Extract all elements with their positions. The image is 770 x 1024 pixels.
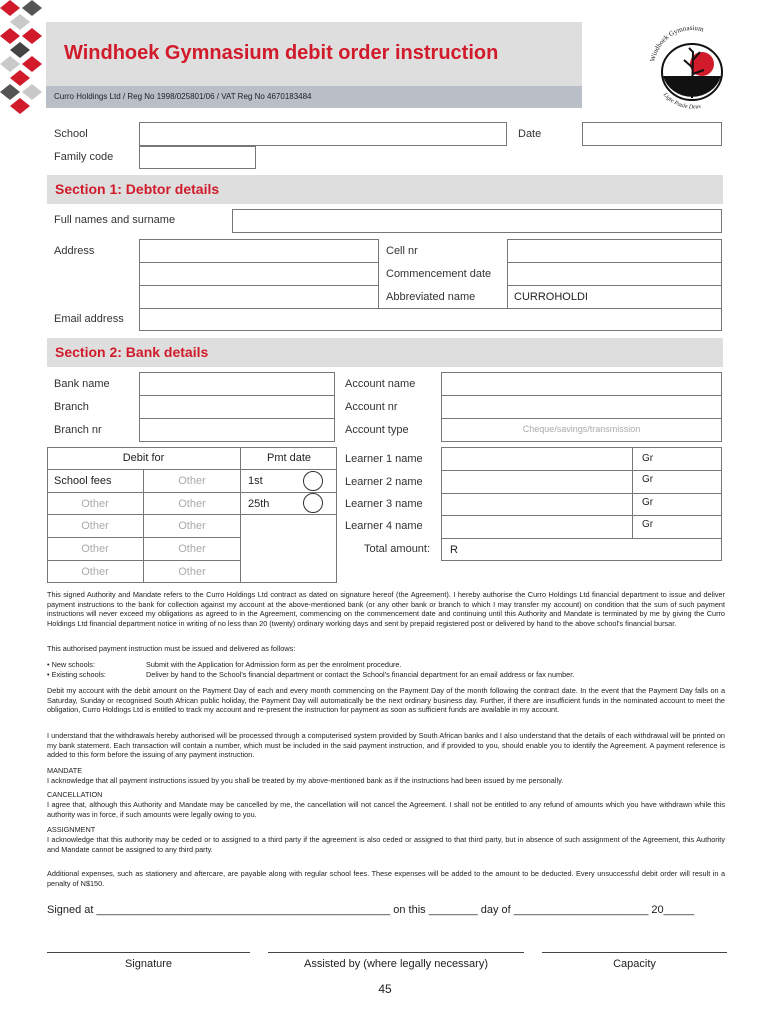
terms-paragraph-authority: This signed Authority and Mandate refers to the Curro Holdings Ltd contract as dated on signature hereof (the Agreement). I hereby authorise the Curro Holdings Ltd financial department to issue and deliver payment instructions to the bank for collection against my account at the above-mentioned bank (or any other bank or branch to which I may transfer my account) on condition that the sum of such payment instructions will never exceed my obligations as agreed to in the Agreement, commencing on the commencement date and continuing until this Authority and Mandate is terminated by me by giving the Curro Holdings Ltd financial department notice in writing of no less than 20 (twenty) ordinary working days and sent by prepaid registered post or delivered by hand to the above school's financial bursar. — [47, 590, 725, 628]
bank-name-label: Bank name — [54, 378, 110, 390]
pmt-date-25th-radio[interactable] — [303, 493, 323, 513]
debit-other-cell[interactable]: Other — [144, 493, 241, 515]
school-logo — [636, 12, 748, 122]
learner-4-grade[interactable] — [632, 515, 722, 539]
terms-paragraph-cancellation: I agree that, although this Authority and Mandate may be cancelled by me, the cancellation will not cancel the Agreement. I shall not be entitled to any refund of amounts which you have withdrawn while this authority was in force, if such amounts were legally owing to you. — [47, 800, 725, 819]
bullet-new-schools-text: Submit with the Application for Admission form as per the enrolment procedure. — [146, 660, 402, 669]
family-code-input[interactable] — [139, 146, 256, 169]
signature-line[interactable] — [47, 952, 250, 953]
terms-paragraph-mandate: I acknowledge that all payment instructions issued by you shall be treated by my above-mentioned bank as if the instructions had been issued by me personally. — [47, 776, 564, 785]
debit-other-cell[interactable]: Other — [144, 470, 241, 493]
learner-2-grade[interactable] — [632, 470, 722, 494]
full-names-input[interactable] — [232, 209, 722, 233]
total-amount-input[interactable] — [441, 538, 722, 561]
bank-name-input[interactable] — [139, 372, 335, 396]
terms-paragraph-debit: Debit my account with the debit amount on the Payment Day of each and every month commencing on the Payment Day of the month following the contract date. In the event that the Payment Day falls on a Saturday, Sunday or recognised South African public holiday, the Payment Day will automatically be the next ordinary business day. Further, if there are insufficient funds in the nominated account to meet the obligation, Curro Holdings Ltd is entitled to track my account and re-present the instruction for payment as soon as sufficient funds are available in my account. — [47, 686, 725, 715]
terms-paragraph-withdrawals: I understand that the withdrawals hereby authorised will be processed through a computerised system provided by South African banks and I also understand that the details of each withdrawal will be printed on my bank statement. Each transaction will contain a number, which must be included in the said payment instruction, and if provided to you, should enable you to identify the Agreement. A payment reference is added to this form before the issuing of any payment instruction. — [47, 731, 725, 760]
address-line-1[interactable] — [139, 239, 379, 263]
registration-text: Curro Holdings Ltd / Reg No 1998/025801/06 / VAT Reg No 4670183484 — [54, 92, 312, 101]
page-number: 45 — [378, 982, 392, 996]
section-2-title: Section 2: Bank details — [55, 344, 209, 360]
logo-motto: Ligte Paule Deus — [661, 92, 702, 111]
cell-label: Cell nr — [386, 245, 418, 257]
account-type-placeholder: Cheque/savings/transmission — [522, 424, 641, 434]
section-1-title: Section 1: Debtor details — [55, 181, 220, 197]
debit-school-fees[interactable]: School fees — [47, 470, 144, 493]
section-2-header — [47, 338, 723, 367]
page-title: Windhoek Gymnasium debit order instruction — [64, 42, 499, 64]
assisted-label: Assisted by (where legally necessary) — [303, 958, 489, 970]
debit-other-cell[interactable]: Other — [47, 493, 144, 515]
learner-1-grade[interactable] — [632, 447, 722, 471]
debit-other-cell[interactable]: Other — [144, 561, 241, 583]
abbreviated-label: Abbreviated name — [386, 291, 476, 303]
debit-other-cell[interactable]: Other — [144, 515, 241, 538]
mandate-heading: MANDATE — [47, 766, 83, 775]
learner-4-gr: Gr — [642, 519, 654, 530]
debit-other-cell[interactable]: Other — [47, 561, 144, 583]
account-type-label: Account type — [345, 424, 409, 436]
pmt-date-1st[interactable]: 1st — [241, 470, 337, 493]
school-input[interactable] — [139, 122, 507, 146]
learner-1-input[interactable] — [441, 447, 633, 471]
logo-arc-text: Windhoek Gymnasium — [648, 23, 705, 63]
learner-2-input[interactable] — [441, 470, 633, 494]
learner-3-input[interactable] — [441, 493, 633, 516]
email-label: Email address — [54, 313, 124, 325]
debit-for-header: Debit for — [47, 447, 241, 470]
commencement-label: Commencement date — [386, 268, 492, 280]
date-input[interactable] — [582, 122, 722, 146]
abbreviated-input[interactable] — [507, 285, 722, 309]
account-nr-label: Account nr — [345, 401, 398, 413]
pmt-date-1st-radio[interactable] — [303, 471, 323, 491]
assignment-heading: ASSIGNMENT — [47, 825, 96, 834]
learner-3-label: Learner 3 name — [345, 498, 423, 510]
learner-2-label: Learner 2 name — [345, 476, 423, 488]
account-type-input[interactable] — [441, 418, 722, 442]
account-name-input[interactable] — [441, 372, 722, 396]
total-amount-prefix: R — [450, 544, 458, 556]
total-amount-label: Total amount: — [364, 543, 431, 555]
decorative-diamond-pattern — [0, 0, 52, 140]
debit-other-cell[interactable]: Other — [47, 538, 144, 561]
learner-4-label: Learner 4 name — [345, 520, 423, 532]
branch-label: Branch — [54, 401, 89, 413]
section-1-header — [47, 175, 723, 204]
debit-other-cell[interactable]: Other — [144, 538, 241, 561]
bullet-existing-schools-label: • Existing schools: — [47, 670, 106, 679]
learner-4-input[interactable] — [441, 515, 633, 539]
capacity-line[interactable] — [542, 952, 727, 953]
email-input[interactable] — [139, 308, 722, 331]
date-label: Date — [518, 128, 542, 140]
bullet-existing-schools-text: Deliver by hand to the School's financial department or contact the School's financial department for an email address or fax number. — [146, 670, 575, 679]
pmt-date-25th[interactable]: 25th — [241, 493, 337, 515]
cell-input[interactable] — [507, 239, 722, 263]
full-names-label: Full names and surname — [54, 214, 176, 226]
capacity-label: Capacity — [613, 958, 656, 970]
terms-paragraph-delivery: This authorised payment instruction must be issued and delivered as follows: — [47, 644, 296, 653]
signature-label: Signature — [124, 958, 173, 970]
terms-paragraph-expenses: Additional expenses, such as stationery and aftercare, are payable along with regular school fees. These expenses will be added to the amount to be deducted. Every unsuccessful debit order will result in a penalty of N$150. — [47, 869, 725, 888]
address-label: Address — [54, 245, 95, 257]
family-code-label: Family code — [54, 151, 114, 163]
commencement-input[interactable] — [507, 262, 722, 286]
branch-nr-label: Branch nr — [54, 424, 102, 436]
assisted-line[interactable] — [268, 952, 524, 953]
school-label: School — [54, 128, 88, 140]
learner-2-gr: Gr — [642, 474, 654, 485]
pmt-date-header: Pmt date — [241, 447, 337, 470]
debit-other-cell[interactable]: Other — [47, 515, 144, 538]
address-line-2[interactable] — [139, 262, 379, 286]
terms-paragraph-assignment: I acknowledge that this authority may be ceded or to assigned to a third party if the agreement is also ceded or assigned to that third party, but in absence of such assignment of the Agreement, this Authority and Mandate cannot be assigned to any third party. — [47, 835, 725, 854]
signed-at-line[interactable]: Signed at ________________________________________________ on this ________ day of ______________________ 20_____ — [47, 904, 695, 916]
abbreviated-value: CURROHOLDI — [514, 291, 588, 303]
account-name-label: Account name — [345, 378, 416, 390]
bullet-new-schools-label: • New schools: — [47, 660, 95, 669]
branch-nr-input[interactable] — [139, 418, 335, 442]
cancellation-heading: CANCELLATION — [47, 790, 103, 799]
branch-input[interactable] — [139, 395, 335, 419]
learner-1-gr: Gr — [642, 453, 654, 464]
learner-3-grade[interactable] — [632, 493, 722, 516]
address-line-3[interactable] — [139, 285, 379, 309]
learner-1-label: Learner 1 name — [345, 453, 423, 465]
account-nr-input[interactable] — [441, 395, 722, 419]
learner-3-gr: Gr — [642, 497, 654, 508]
